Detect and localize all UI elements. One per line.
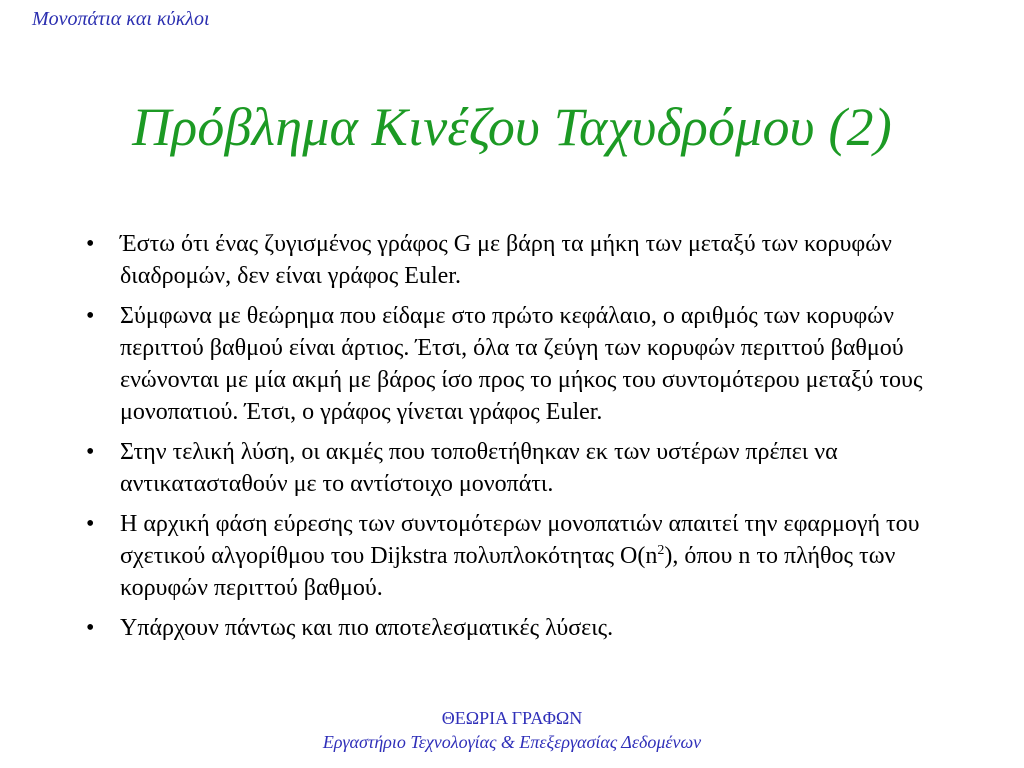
footer-course-title: ΘΕΩΡΙΑ ΓΡΑΦΩΝ (441, 708, 583, 728)
bullet-text: Υπάρχουν πάντως και πιο αποτελεσματικές λύσεις. (120, 615, 614, 641)
bullet-item-5 (86, 612, 946, 644)
bullet-item-3 (86, 436, 946, 500)
bullet-marker: • (86, 231, 95, 257)
bullet-marker: • (86, 303, 95, 329)
bullet-item-1 (86, 228, 946, 292)
bullet-text: Στην τελική λύση, οι ακμές που τοποθετήθηκαν εκ των υστέρων πρέπει να αντικατασταθούν με το αντίστοιχο μονοπάτι. (120, 439, 838, 497)
slide-footer (0, 706, 1024, 754)
bullet-item-2 (86, 300, 946, 428)
bullet-list (86, 228, 946, 652)
slide-header-topic: Μονοπάτια και κύκλοι (32, 8, 210, 30)
bullet-text-before-superscript: Η αρχική φάση εύρεσης των συντομότερων μονοπατιών απαιτεί την εφαρμογή του σχετικού αλγορίθμου του Dijkstra πολυπλοκότητας O(n (120, 511, 920, 569)
bullet-text (120, 508, 946, 604)
bullet-marker: • (86, 439, 95, 465)
bullet-text-after-superscript: ), όπου n το πλήθος των κορυφών περιττού βαθμού. (120, 543, 896, 601)
footer-lab-name: Εργαστήριο Τεχνολογίας & Επεξεργασίας Δεδομένων (322, 732, 702, 752)
bullet-marker: • (86, 615, 95, 641)
bullet-item-4 (86, 508, 946, 604)
superscript-two: 2 (657, 543, 665, 558)
bullet-text: Έστω ότι ένας ζυγισμένος γράφος G με βάρη τα μήκη των μεταξύ των κορυφών διαδρομών, δεν είναι γράφος Euler. (120, 231, 892, 289)
bullet-text: Σύμφωνα με θεώρημα που είδαμε στο πρώτο κεφάλαιο, ο αριθμός των κορυφών περιττού βαθμού είναι άρτιος. Έτσι, όλα τα ζεύγη των κορυφών περιττού βαθμού ενώνονται με μία ακμή με βάρος ίσο προς το μήκος του συντομότερου μεταξύ τους μονοπατιού. Έτσι, ο γράφος γίνεται γράφος Euler. (120, 303, 923, 425)
bullet-marker: • (86, 511, 95, 537)
slide-title: Πρόβλημα Κινέζου Ταχυδρόμου (2) (132, 97, 892, 157)
